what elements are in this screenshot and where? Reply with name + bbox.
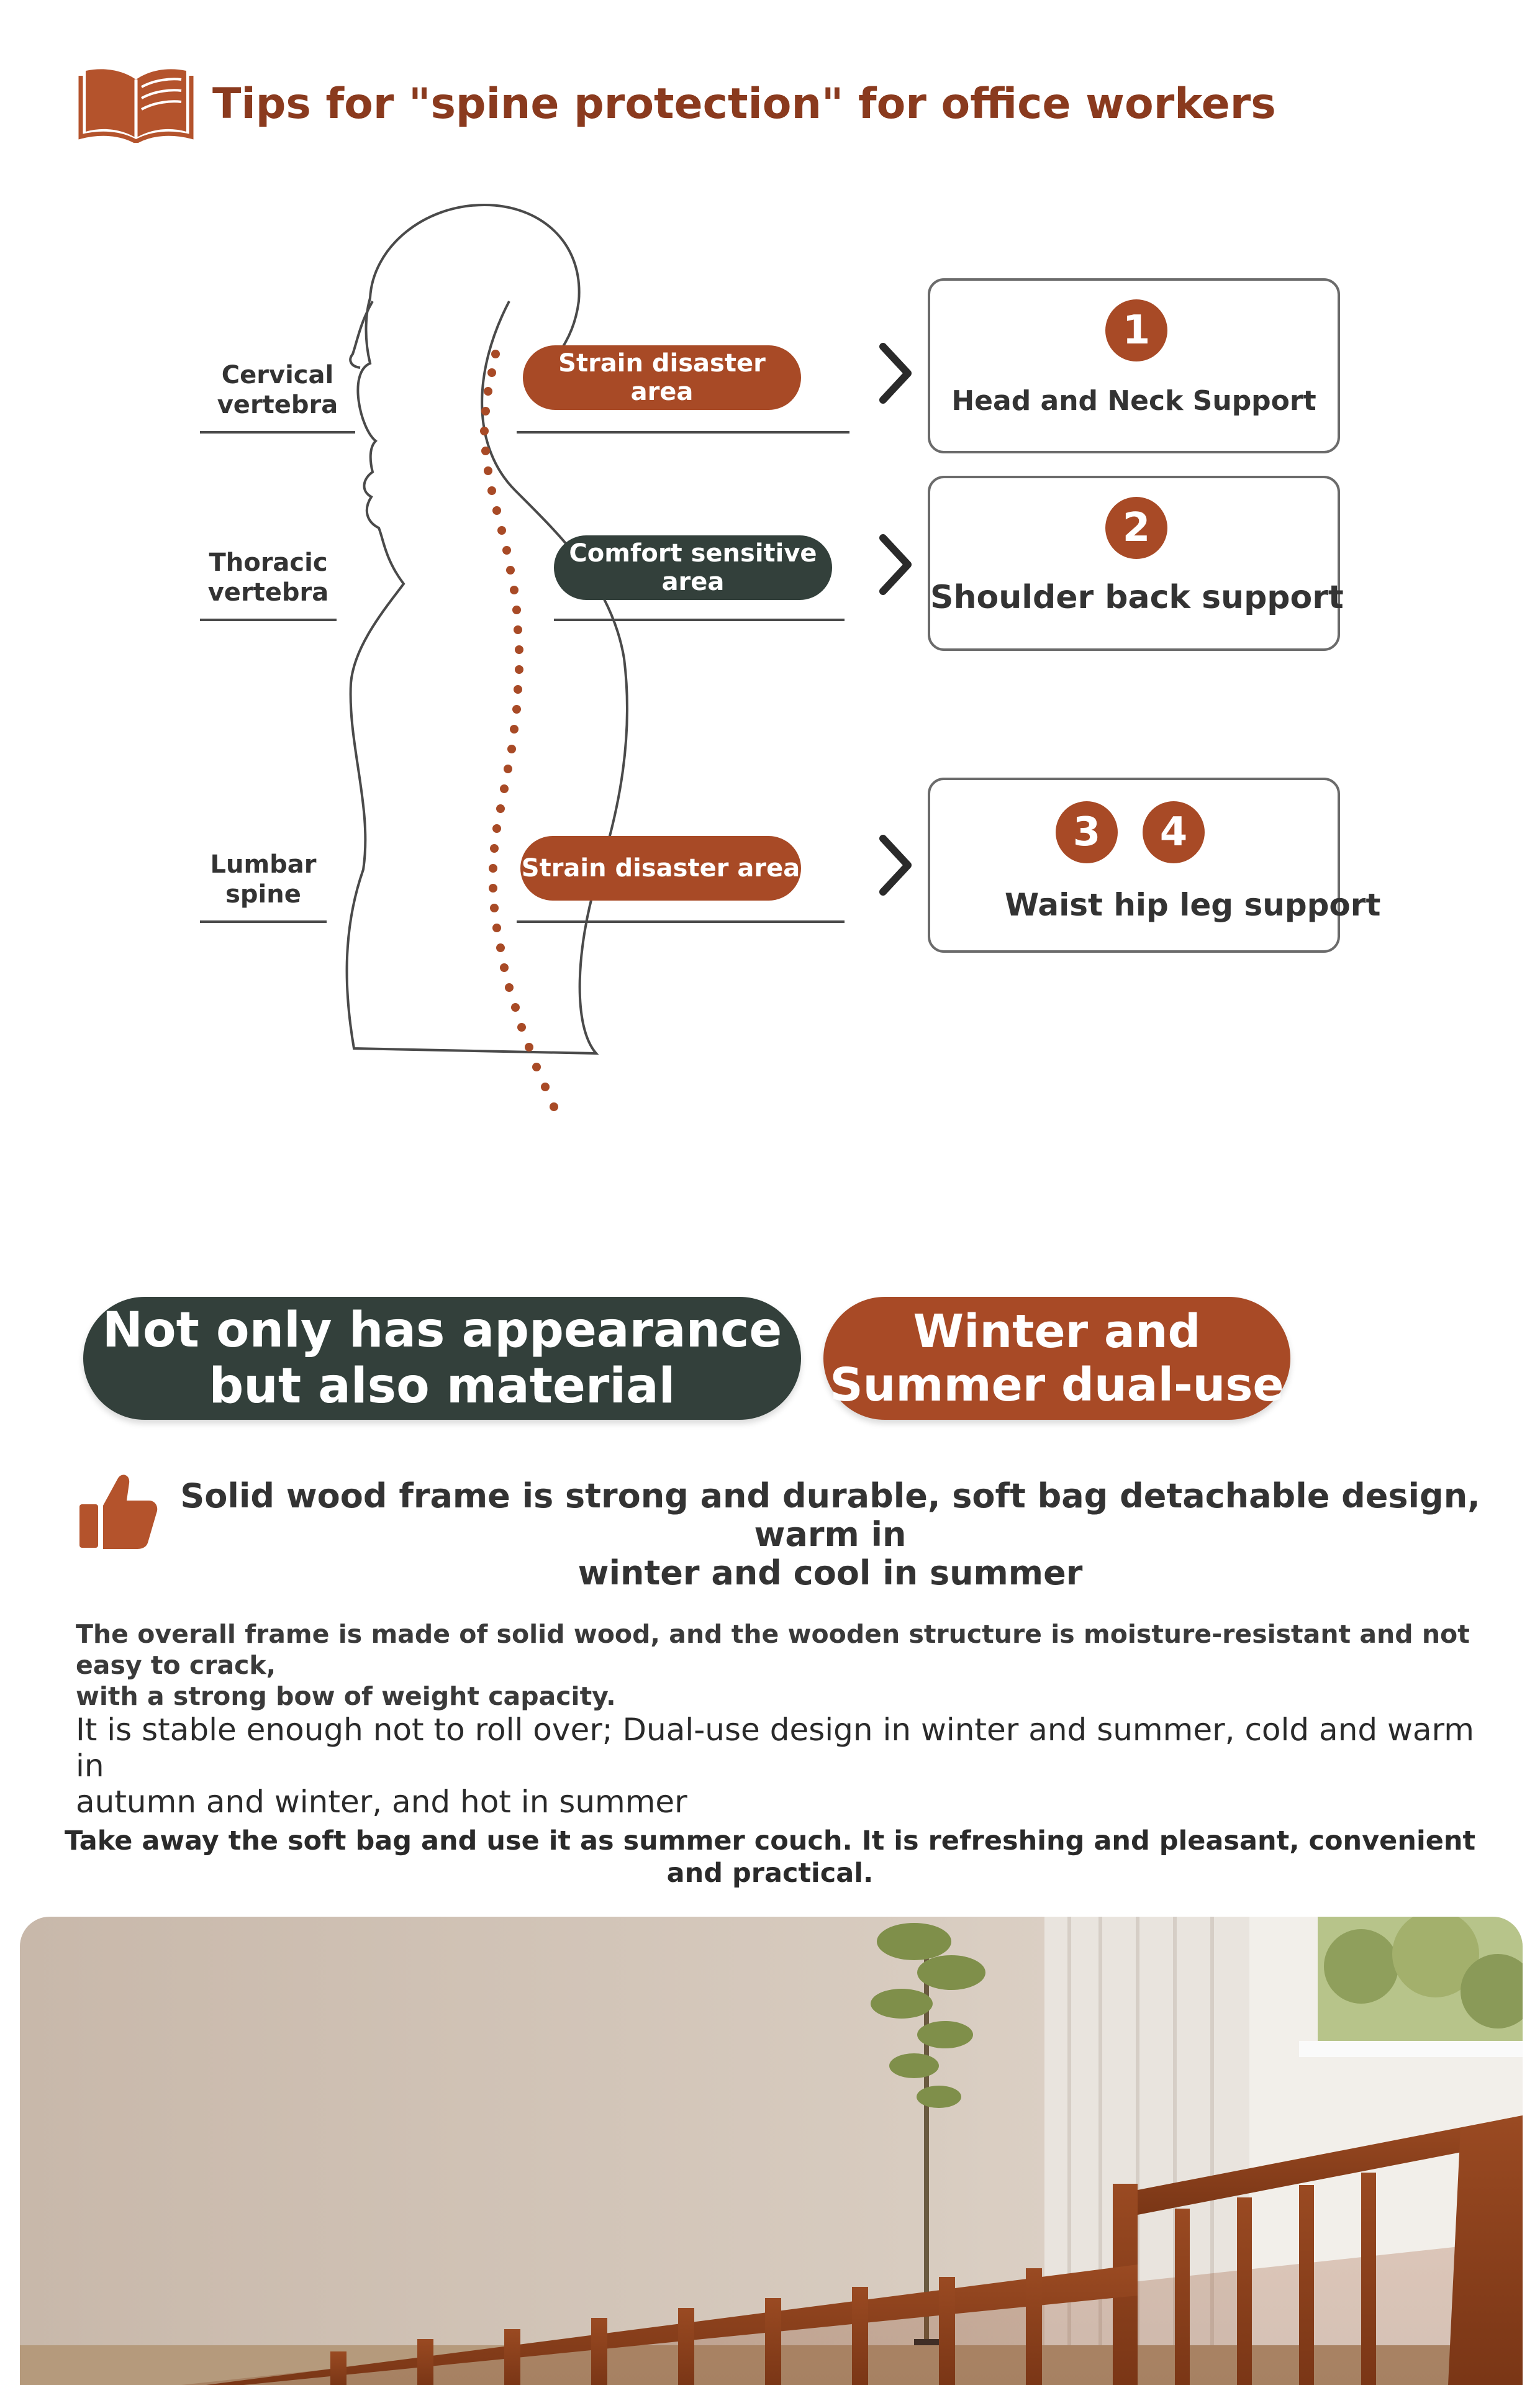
number-badge: 1 (1105, 299, 1167, 361)
page-title: Tips for "spine protection" for office workers (212, 80, 1276, 129)
frame-description: The overall frame is made of solid wood, and the wooden structure is moisture-resistant and not easy to crack, with a strong bow of weight capacity. (76, 1619, 1470, 1711)
chevron-right-icon (874, 530, 918, 599)
open-book-icon (78, 62, 194, 143)
thumbs-up-icon (73, 1466, 160, 1553)
label-lumbar-spine: Lumbar spine (210, 850, 317, 909)
sofa-bed-illustration (20, 1917, 1523, 2385)
stability-description: It is stable enough not to roll over; Dual-use design in winter and summer, cold and warm in autumn and winter, and hot in summer (76, 1712, 1474, 1820)
product-room-photo (20, 1917, 1523, 2385)
support-label: Head and Neck Support (951, 385, 1316, 417)
summer-couch-description: Take away the soft bag and use it as summer couch. It is refreshing and pleasant, convenient and practical. (64, 1825, 1476, 1889)
support-card-head-neck (928, 278, 1340, 453)
dual-use-banner: Winter and Summer dual-use (823, 1297, 1290, 1420)
strain-disaster-area-pill: Strain disaster area (523, 345, 801, 410)
number-badge: 4 (1143, 801, 1205, 863)
chevron-right-icon (874, 831, 918, 899)
support-card-shoulder-back (928, 476, 1344, 651)
appearance-material-banner: Not only has appearance but also material (83, 1297, 801, 1420)
label-cervical-vertebra: Cervical vertebra (217, 361, 338, 419)
feature-heading: Solid wood frame is strong and durable, soft bag detachable design, warm in winter and cool in summer (180, 1476, 1480, 1592)
support-label: Waist hip leg support (1005, 887, 1381, 923)
spine-diagram (0, 186, 1540, 1155)
comfort-sensitive-area-pill: Comfort sensitive area (554, 535, 832, 600)
support-card-waist-hip-leg (928, 778, 1381, 953)
spine-dots (480, 350, 558, 1111)
label-thoracic-vertebra: Thoracic vertebra (207, 548, 329, 607)
chevron-right-icon (874, 339, 918, 407)
number-badge: 3 (1056, 801, 1118, 863)
support-label: Shoulder back support (930, 579, 1344, 616)
number-badge: 2 (1105, 497, 1167, 559)
strain-disaster-area-pill-lumbar: Strain disaster area (520, 836, 801, 901)
